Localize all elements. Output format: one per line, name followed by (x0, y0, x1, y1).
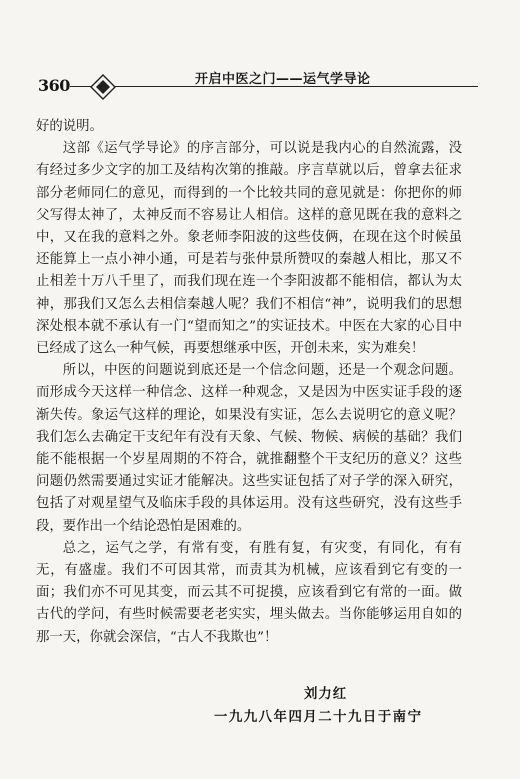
date-place-line: 一九九八年四月二十九日于南宁 (214, 709, 423, 725)
paragraph: 总之，运气之学，有常有变，有胜有复，有灾变，有同化，有有无，有盛虚。我们不可因其常，而责其为机械，应该看到它有变的一面；我们亦不可见其变，而云其不可捉摸，应该看到它有常的一面。做古代的学问，有些时候需要老老实实，埋头做去。当你能够运用自如的那一天，你就会深信，“古人不我欺也”！ (36, 540, 462, 645)
running-header (0, 62, 520, 102)
page-number: 360 (38, 76, 70, 95)
running-header-title: 开启中医之门——运气学导论 (195, 72, 371, 87)
paragraph: 这部《运气学导论》的序言部分，可以说是我内心的自然流露，没有经过多少文字的加工及结构次第的推敲。序言草就以后，曾拿去征求部分老师同仁的意见，而得到的一个比较共同的意见就是：你把你的师父写得太神了，太神反而不容易让人相信。这样的意见既在我的意料之中，又在我的意料之外。象老师李阳波的这些伎俩，在现在这个时候虽还能算上一点小神小通，可是若与张仲景所赞叹的秦越人相比，那又不止相差十万八千里了，而我们现在连一个李阳波都不能相信，都认为太神，那我们又怎么去相信秦越人呢？我们不相信“神”，说明我们的思想深处根本就不承认有一门“望而知之”的实证技术。中医在大家的心目中已经成了这么一种气候，再要想继承中医，开创未来，实为难矣！ (36, 141, 462, 357)
paragraph: 所以，中医的问题说到底还是一个信念问题，还是一个观念问题。而形成今天这样一种信念、这样一种观念，又是因为中医实证手段的逐渐失传。象运气这样的理论，如果没有实证，怎么去说明它的意义呢？我们怎么去确定干支纪年有没有天象、气候、物候、病候的基础？我们能不能根据一个岁星周期的不符合，就推翻整个干支纪历的意义？这些问题仍然需要通过实证才能解决。这些实证包括了对子学的深入研究，包括了对观星望气及临床手段的具体运用。没有这些研究，没有这些手段，要作出一个结论恐怕是困难的。 (36, 363, 462, 534)
body-text (36, 116, 462, 649)
author-signature: 刘力红 (304, 686, 348, 702)
diamond-ornament-icon (90, 74, 116, 100)
paragraph: 好的说明。 (36, 119, 103, 134)
